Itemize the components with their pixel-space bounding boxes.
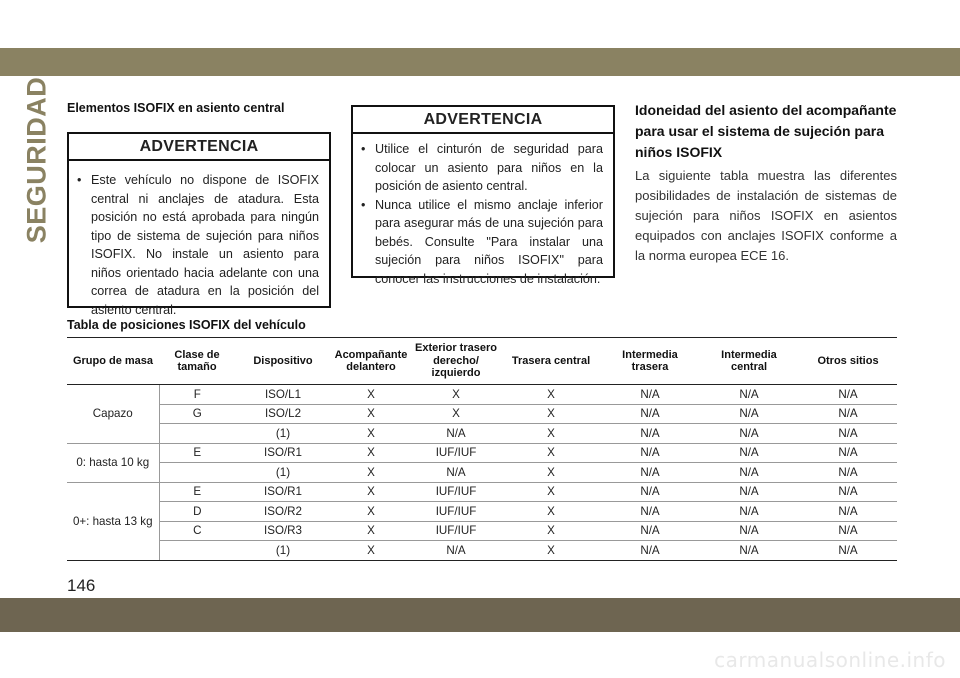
table-cell: X: [331, 404, 411, 424]
table-cell: N/A: [699, 541, 799, 561]
warning-list: [361, 140, 603, 288]
table-cell: (1): [235, 463, 331, 483]
table-cell: ISO/R2: [235, 502, 331, 522]
table-cell: E: [159, 443, 235, 463]
table-cell: N/A: [601, 404, 699, 424]
table-cell: X: [331, 443, 411, 463]
table-header-row: [67, 338, 897, 385]
table-cell: N/A: [601, 541, 699, 561]
table-row: [67, 482, 897, 502]
table-row: [67, 385, 897, 405]
table-cell: G: [159, 404, 235, 424]
table-cell: ISO/L1: [235, 385, 331, 405]
warning-title: ADVERTENCIA: [353, 107, 613, 134]
table-cell: N/A: [799, 424, 897, 444]
table-cell: N/A: [411, 424, 501, 444]
header-band: [0, 48, 960, 76]
warning-item: • Nunca utilice el mismo anclaje inferior para asegurar más de una sujeción para bebés. Consulte "Para instalar una sujeción para niños ISOFIX" para conocer las instrucciones de instalación.: [361, 196, 603, 289]
page-number: 146: [67, 576, 96, 595]
table-cell: (1): [235, 424, 331, 444]
column-header: Otros sitios: [799, 338, 897, 385]
table-row: [67, 502, 897, 522]
section-tab: [20, 76, 54, 244]
table-cell: X: [501, 443, 601, 463]
table-cell: N/A: [601, 521, 699, 541]
table-cell: [159, 424, 235, 444]
table-cell: X: [331, 502, 411, 522]
table-cell: X: [501, 521, 601, 541]
table-row: [67, 424, 897, 444]
table-cell: N/A: [699, 463, 799, 483]
table-cell: N/A: [799, 404, 897, 424]
table-cell: N/A: [601, 443, 699, 463]
table-cell: N/A: [799, 443, 897, 463]
warning-item: • Utilice el cinturón de seguridad para colocar un asiento para niños en la posición de asiento central.: [361, 140, 603, 196]
mass-group-cell: 0: hasta 10 kg: [67, 443, 159, 482]
warning-box-middle: [351, 105, 615, 286]
table-cell: X: [501, 424, 601, 444]
table-cell: X: [501, 463, 601, 483]
table-cell: N/A: [601, 385, 699, 405]
table-row: [67, 404, 897, 424]
column-header: Grupo de masa: [67, 338, 159, 385]
table-cell: N/A: [799, 521, 897, 541]
table-cell: F: [159, 385, 235, 405]
right-heading: Idoneidad del asiento del acompañante para usar el sistema de sujeción para niños ISOFIX: [635, 102, 897, 160]
table-cell: X: [501, 385, 601, 405]
column-header: Trasera central: [501, 338, 601, 385]
table-cell: N/A: [699, 502, 799, 522]
table-cell: C: [159, 521, 235, 541]
footer-band: [0, 598, 960, 632]
table-cell: [159, 463, 235, 483]
table-cell: IUF/IUF: [411, 502, 501, 522]
isofix-table: [67, 337, 897, 561]
table-cell: N/A: [699, 521, 799, 541]
table-cell: N/A: [601, 463, 699, 483]
table-row: [67, 541, 897, 561]
table-cell: N/A: [799, 502, 897, 522]
table-cell: N/A: [699, 443, 799, 463]
table-cell: X: [411, 404, 501, 424]
warning-title: ADVERTENCIA: [69, 134, 329, 161]
right-paragraph: La siguiente tabla muestra las diferentes posibilidades de instalación de sistemas de sujeción para niños ISOFIX en asientos equipados con anclajes ISOFIX conforme a la norma europea ECE 16.: [635, 168, 897, 263]
table-row: [67, 521, 897, 541]
warning-list: [77, 171, 319, 319]
table-cell: X: [501, 482, 601, 502]
table-cell: X: [331, 541, 411, 561]
warning-item: • Este vehículo no dispone de ISOFIX central ni anclajes de atadura. Esta posición no está aprobada para ningún tipo de sistema de sujeción para niños ISOFIX. No instale un asiento para niños orientado hacia adelante con una correa de atadura en la posición del asiento central.: [77, 171, 319, 319]
table-caption: Tabla de posiciones ISOFIX del vehículo: [67, 318, 306, 332]
table-cell: N/A: [799, 482, 897, 502]
mass-group-cell: 0+: hasta 13 kg: [67, 482, 159, 560]
table-cell: N/A: [601, 482, 699, 502]
warning-box-left: [67, 132, 331, 317]
table-cell: X: [501, 541, 601, 561]
column-header: Dispositivo: [235, 338, 331, 385]
table-cell: X: [501, 502, 601, 522]
table-cell: (1): [235, 541, 331, 561]
table-cell: N/A: [799, 541, 897, 561]
table-cell: ISO/R1: [235, 482, 331, 502]
table-cell: IUF/IUF: [411, 443, 501, 463]
table-cell: N/A: [699, 424, 799, 444]
table-cell: [159, 541, 235, 561]
table-row: [67, 463, 897, 483]
table-cell: X: [331, 463, 411, 483]
table-cell: N/A: [411, 541, 501, 561]
watermark: carmanualsonline.info: [714, 648, 946, 672]
table-cell: D: [159, 502, 235, 522]
table-cell: N/A: [411, 463, 501, 483]
table-cell: N/A: [601, 424, 699, 444]
table-cell: X: [501, 404, 601, 424]
table-cell: X: [331, 521, 411, 541]
table-cell: N/A: [699, 482, 799, 502]
table-cell: X: [331, 424, 411, 444]
section-tab-label: SEGURIDAD: [21, 76, 52, 244]
table-row: [67, 443, 897, 463]
mass-group-cell: Capazo: [67, 385, 159, 444]
column-header: Exterior trasero derecho/ izquierdo: [411, 338, 501, 385]
table-cell: N/A: [699, 385, 799, 405]
column-header: Intermedia trasera: [601, 338, 699, 385]
table-cell: N/A: [799, 385, 897, 405]
table-cell: E: [159, 482, 235, 502]
table-cell: X: [331, 385, 411, 405]
table-cell: ISO/R3: [235, 521, 331, 541]
left-heading: Elementos ISOFIX en asiento central: [67, 101, 285, 115]
table-cell: N/A: [699, 404, 799, 424]
table-cell: X: [411, 385, 501, 405]
column-header: Clase de tamaño: [159, 338, 235, 385]
table-cell: X: [331, 482, 411, 502]
table-cell: IUF/IUF: [411, 521, 501, 541]
table-cell: ISO/L2: [235, 404, 331, 424]
column-header: Intermedia central: [699, 338, 799, 385]
table-cell: ISO/R1: [235, 443, 331, 463]
table-cell: IUF/IUF: [411, 482, 501, 502]
table-cell: N/A: [799, 463, 897, 483]
column-header: Acompañante delantero: [331, 338, 411, 385]
table-cell: N/A: [601, 502, 699, 522]
